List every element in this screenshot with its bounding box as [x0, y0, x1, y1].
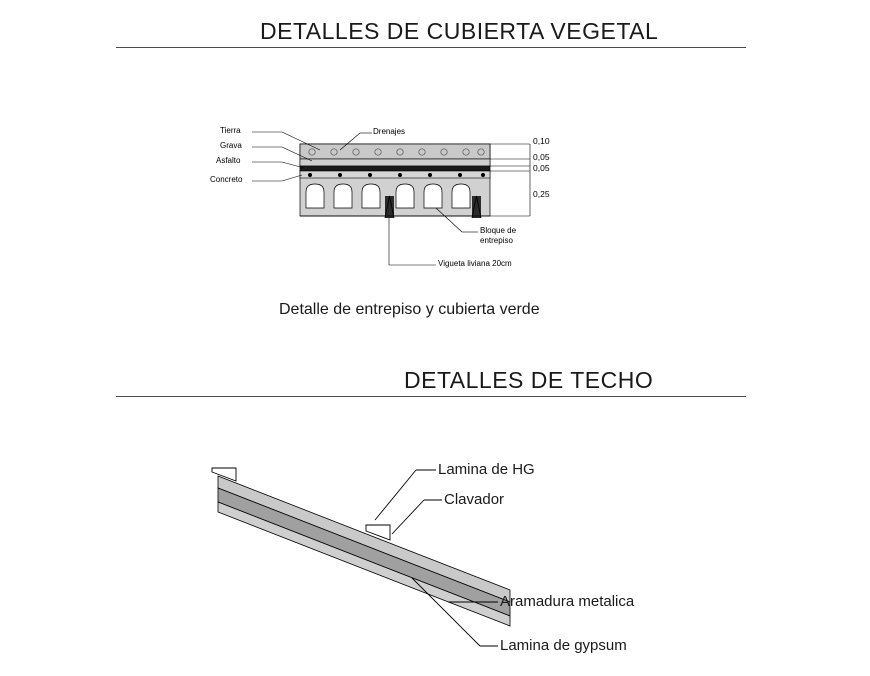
title-divider-1	[116, 47, 746, 48]
slab-label-grava: Grava	[220, 141, 242, 150]
slab-section-svg	[200, 100, 620, 285]
roof-label-clavador: Clavador	[444, 491, 505, 508]
slab-dimension-0-25: 0,25	[533, 189, 550, 199]
slab-dimension-0-10: 0,10	[533, 136, 550, 146]
roof-label-lamina-hg: Lamina de HG	[438, 461, 535, 478]
caption-detalle-entrepiso: Detalle de entrepiso y cubierta verde	[279, 301, 540, 318]
roof-label-lamina-gypsum: Lamina de gypsum	[500, 637, 627, 654]
page-title-techo: DETALLES DE TECHO	[404, 367, 654, 393]
slab-label-asfalto: Asfalto	[216, 156, 241, 165]
slab-label-vigueta: Vigueta liviana 20cm	[438, 259, 512, 268]
slab-label-drenajes: Drenajes	[373, 127, 406, 136]
slab-dimension-0-05-b: 0,05	[533, 163, 550, 173]
page-title-cubierta-vegetal: DETALLES DE CUBIERTA VEGETAL	[260, 18, 659, 44]
slab-label-bloque-entrepiso-line1: Bloque de	[480, 226, 517, 235]
slab-dimension-0-05-a: 0,05	[533, 152, 550, 162]
title-divider-2	[116, 396, 746, 397]
roof-section-drawing	[180, 430, 720, 670]
slab-label-concreto: Concreto	[210, 175, 243, 184]
slab-label-bloque-entrepiso-line2: entrepiso	[480, 236, 513, 245]
slab-section-drawing	[200, 100, 620, 285]
roof-label-armadura-metalica: Aramadura metalica	[500, 593, 635, 610]
slab-label-tierra: Tierra	[220, 126, 241, 135]
